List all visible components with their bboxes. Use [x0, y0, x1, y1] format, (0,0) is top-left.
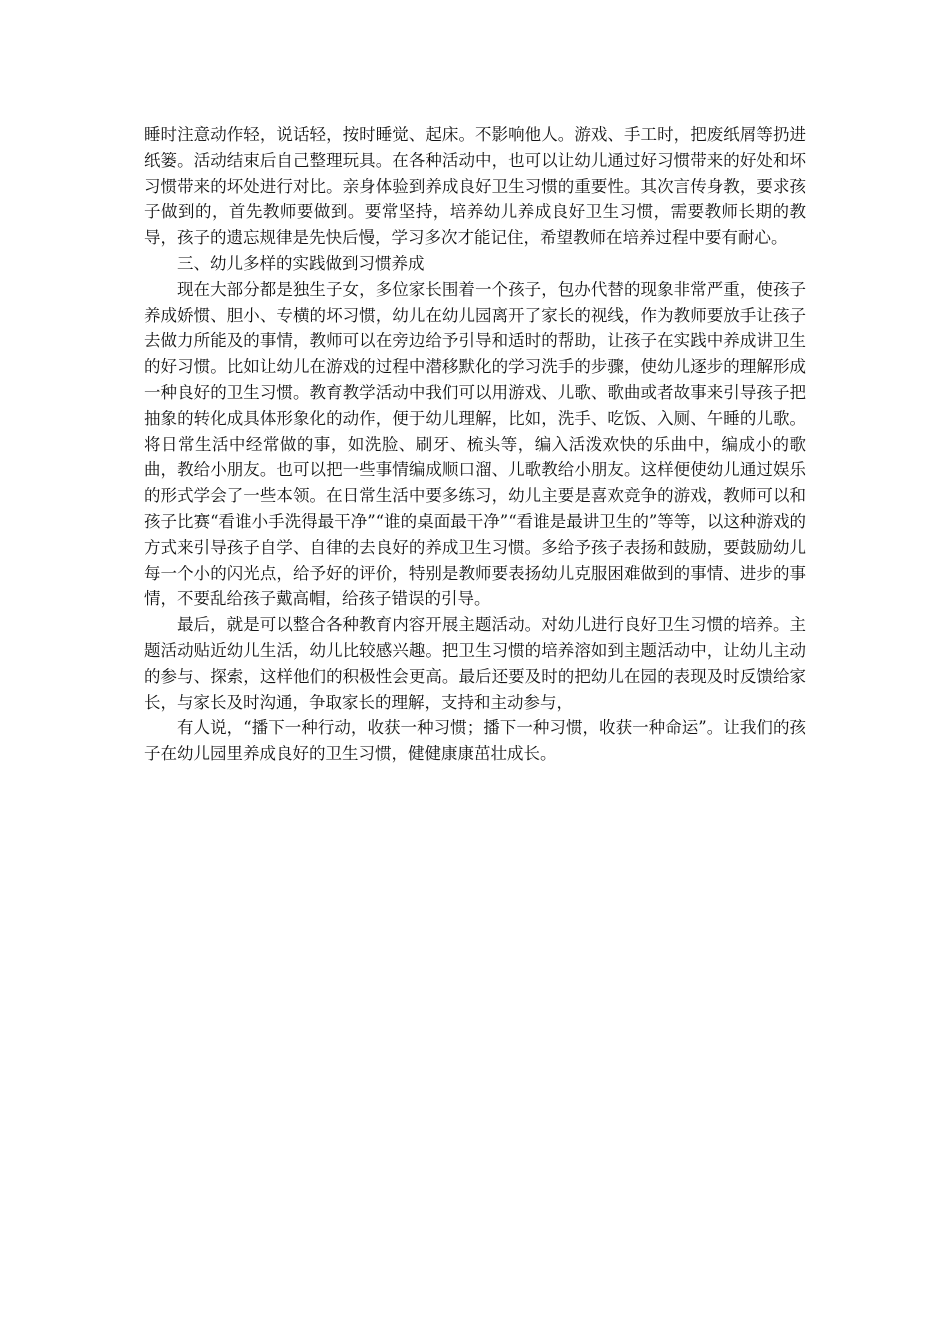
body-paragraph: 最后，就是可以整合各种教育内容开展主题活动。对幼儿进行良好卫生习惯的培养。主题活动贴近幼儿生活，幼儿比较感兴趣。把卫生习惯的培养溶如到主题活动中，让幼儿主动的参与、探索，这样他们的积极性会更高。最后还要及时的把幼儿在园的表现及时反馈给家长，与家长及时沟通，争取家长的理解，支持和主动参与， — [144, 615, 806, 712]
body-paragraph: 现在大部分都是独生子女，多位家长围着一个孩子，包办代替的现象非常严重，使孩子养成娇惯、胆小、专横的坏习惯，幼儿在幼儿园离开了家长的视线，作为教师要放手让孩子去做力所能及的事情，教师可以在旁边给予引导和适时的帮助，让孩子在实践中养成讲卫生的好习惯。比如让幼儿在游戏的过程中潜移默化的学习洗手的步骤，使幼儿逐步的理解形成一种良好的卫生习惯。教育教学活动中我们可以用游戏、儿歌、歌曲或者故事来引导孩子把抽象的转化成具体形象化的动作，便于幼儿理解，比如，洗手、吃饭、入厕、午睡的儿歌。将日常生活中经常做的事，如洗脸、刷牙、梳头等，编入活泼欢快的乐曲中，编成小的歌曲，教给小朋友。也可以把一些事情编成顺口溜、儿歌教给小朋友。这样便使幼儿通过娱乐的形式学会了一些本领。在日常生活中要多练习，幼儿主要是喜欢竞争的游戏，教师可以和孩子比赛“看谁小手洗得最干净”“谁的桌面最干净”“看谁是最讲卫生的”等等，以这种游戏的方式来引导孩子自学、自律的去良好的养成卫生习惯。多给予孩子表扬和鼓励，要鼓励幼儿每一个小的闪光点，给予好的评价，特别是教师要表扬幼儿克服困难做到的事情、进步的事情，不要乱给孩子戴高帽，给孩子错误的引导。 — [144, 279, 806, 609]
continuation-paragraph: 睡时注意动作轻，说话轻，按时睡觉、起床。不影响他人。游戏、手工时，把废纸屑等扔进纸篓。活动结束后自己整理玩具。在各种活动中，也可以让幼儿通过好习惯带来的好处和坏习惯带来的坏处进行对比。亲身体验到养成良好卫生习惯的重要性。其次言传身教，要求孩子做到的，首先教师要做到。要常坚持，培养幼儿养成良好卫生习惯，需要教师长期的教导，孩子的遗忘规律是先快后慢，学习多次才能记住，希望教师在培养过程中要有耐心。 — [144, 125, 806, 248]
section-heading: 三、幼儿多样的实践做到习惯养成 — [177, 253, 425, 273]
body-paragraph: 有人说，“播下一种行动，收获一种习惯；播下一种习惯，收获一种命运”。让我们的孩子在幼儿园里养成良好的卫生习惯，健健康康茁壮成长。 — [144, 718, 806, 764]
document-body — [144, 122, 806, 767]
